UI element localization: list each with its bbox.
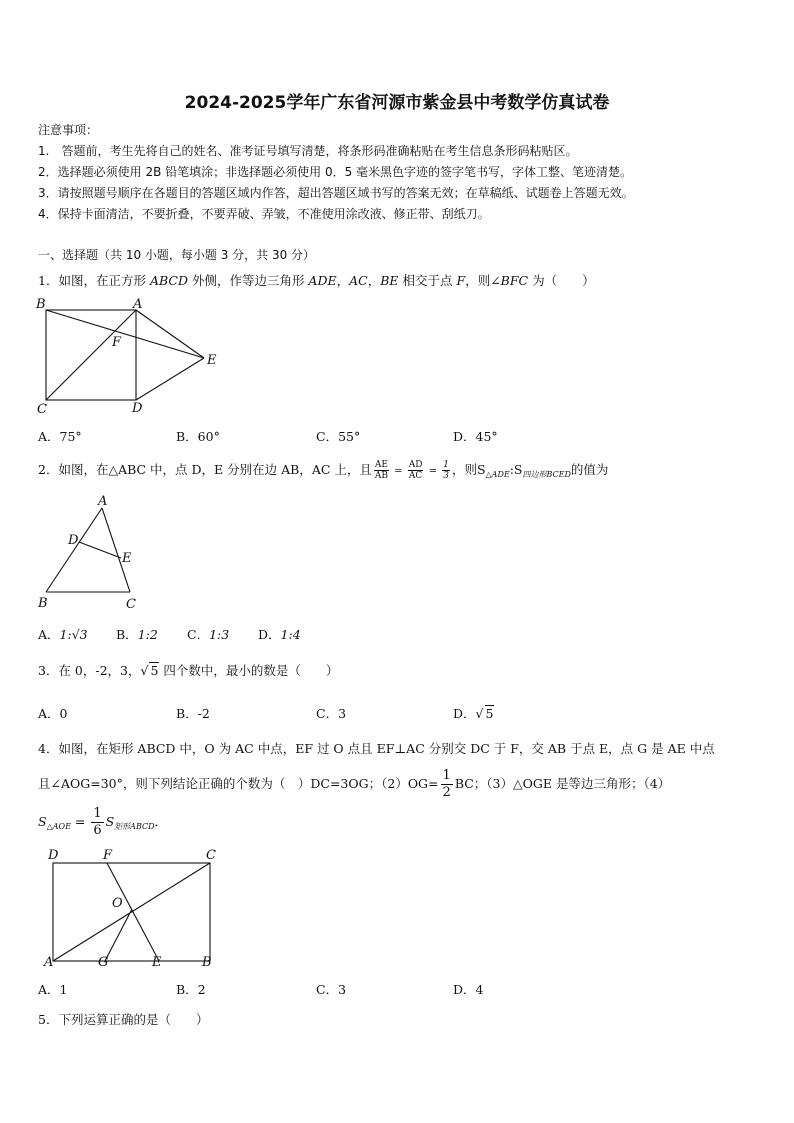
q4-option-c[interactable]: C．3 (316, 982, 347, 997)
q3-option-c[interactable]: C．3 (316, 706, 347, 721)
question-4-formula: $S_{\triangle AOE}$ = $\frac{1}{6}$ $S_{矩形ABCD}$． (38, 806, 168, 838)
q4-option-a[interactable]: A．1 (38, 982, 68, 997)
q4-label-a: A (44, 955, 54, 970)
q2-option-d[interactable]: D．1:4 (258, 627, 301, 642)
q4-label-c: C (206, 848, 216, 863)
section-heading: 一、选择题（共 10 小题，每小题 3 分，共 30 分） (38, 248, 316, 262)
question-4-line-2: 且∠AOG=30°，则下列结论正确的个数为（ ）DC=3OG；（2）OG= $\frac{1}{2}$ BC；（3）△OGE 是等边三角形；（4） (38, 768, 671, 800)
q1-label-a: A (133, 297, 143, 312)
q2-label-d: D (68, 533, 79, 548)
question-3-stem: 3．在 0，-2，3，√ 5 四个数中，最小的数是（ ） (38, 663, 339, 678)
q3-option-a[interactable]: A．0 (38, 706, 68, 721)
question-4-line-1: 4．如图，在矩形 ABCD 中，O 为 AC 中点，EF 过 O 点且 EF⊥AC 分别交 DC 于 F，交 AB 于点 E，点 G 是 AE 中点 (38, 741, 715, 756)
page-title: 2024-2025学年广东省河源市紫金县中考数学仿真试卷 (184, 93, 610, 113)
question-1-stem: 1．如图，在正方形 ABCD 外侧，作等边三角形 ADE，AC，BE 相交于点 F，则∠BFC 为（ ） (38, 273, 595, 288)
q1-label-c: C (37, 402, 47, 417)
note-item-4: 4．保持卡面清洁，不要折叠，不要弄破、弄皱，不准使用涂改液、修正带、刮纸刀。 (38, 207, 490, 221)
sqrt-symbol: √ (140, 663, 149, 678)
question-2-stem: 2．如图，在△ABC 中，点 D，E 分别在边 AB，AC 上，且 $\frac{AE}{AB}$ = $\frac{AD}{AC}$ = $\frac{1}{3}$ ，则$S_{\triangle ADE}:S_{四边形BCED}$的值为 (38, 460, 609, 481)
q1-option-a[interactable]: A．75° (38, 429, 82, 444)
fraction-one-half: $\frac{1}{2}$ (442, 768, 451, 800)
q2-label-c: C (126, 597, 136, 612)
q2-option-b[interactable]: B．1:2 (116, 627, 158, 642)
q2-label-a: A (98, 494, 108, 509)
q4-option-d[interactable]: D．4 (453, 982, 484, 997)
q4-label-o: O (112, 896, 123, 911)
fraction-one-third: $\frac{1}{3}$ (443, 460, 449, 481)
q4-option-b[interactable]: B．2 (176, 982, 206, 997)
q1-label-e: E (207, 353, 217, 368)
q4-label-f: F (103, 848, 113, 863)
q2-option-a[interactable]: A．1:√3 (38, 627, 88, 642)
notes-heading: 注意事项： (38, 123, 99, 137)
q1-option-d[interactable]: D．45° (453, 429, 498, 444)
q1-option-c[interactable]: C．55° (316, 429, 361, 444)
q4-label-b: B (202, 955, 212, 970)
q3-option-b[interactable]: B．-2 (176, 706, 210, 721)
q2-label-e: E (122, 551, 132, 566)
q1-option-b[interactable]: B．60° (176, 429, 220, 444)
q1-label-d: D (132, 401, 143, 416)
note-item-1: 1. 答题前，考生先将自己的姓名、准考证号填写清楚，将条形码准确粘贴在考生信息条形码粘贴区。 (38, 144, 578, 158)
q1-label-f: F (112, 335, 122, 350)
fraction-one-sixth: $\frac{1}{6}$ (93, 806, 102, 838)
sqrt-symbol: √ (475, 706, 484, 721)
note-item-2: 2．选择题必须使用 2B 铅笔填涂；非选择题必须使用 0．5 毫米黑色字迹的签字笔书写，字体工整、笔迹清楚。 (38, 165, 633, 179)
q4-label-d: D (48, 848, 59, 863)
q4-label-g: G (98, 955, 109, 970)
q2-option-c[interactable]: C．1:3 (187, 627, 230, 642)
note-item-3: 3．请按照题号顺序在各题目的答题区域内作答，超出答题区域书写的答案无效；在草稿纸、试题卷上答题无效。 (38, 186, 634, 200)
q1-label-b: B (36, 297, 46, 312)
fraction-ad-ac: $\frac{AD}{AC}$ (408, 460, 423, 481)
q2-label-b: B (38, 596, 48, 611)
question-4-figure (38, 843, 228, 973)
question-5-stem: 5．下列运算正确的是（ ） (38, 1012, 209, 1027)
q4-label-e: E (152, 955, 162, 970)
question-1-figure (30, 292, 230, 417)
fraction-ae-ab: $\frac{AE}{AB}$ (374, 460, 388, 481)
question-2-figure (30, 492, 150, 614)
q3-option-d[interactable]: D．√ 5 (453, 706, 494, 721)
